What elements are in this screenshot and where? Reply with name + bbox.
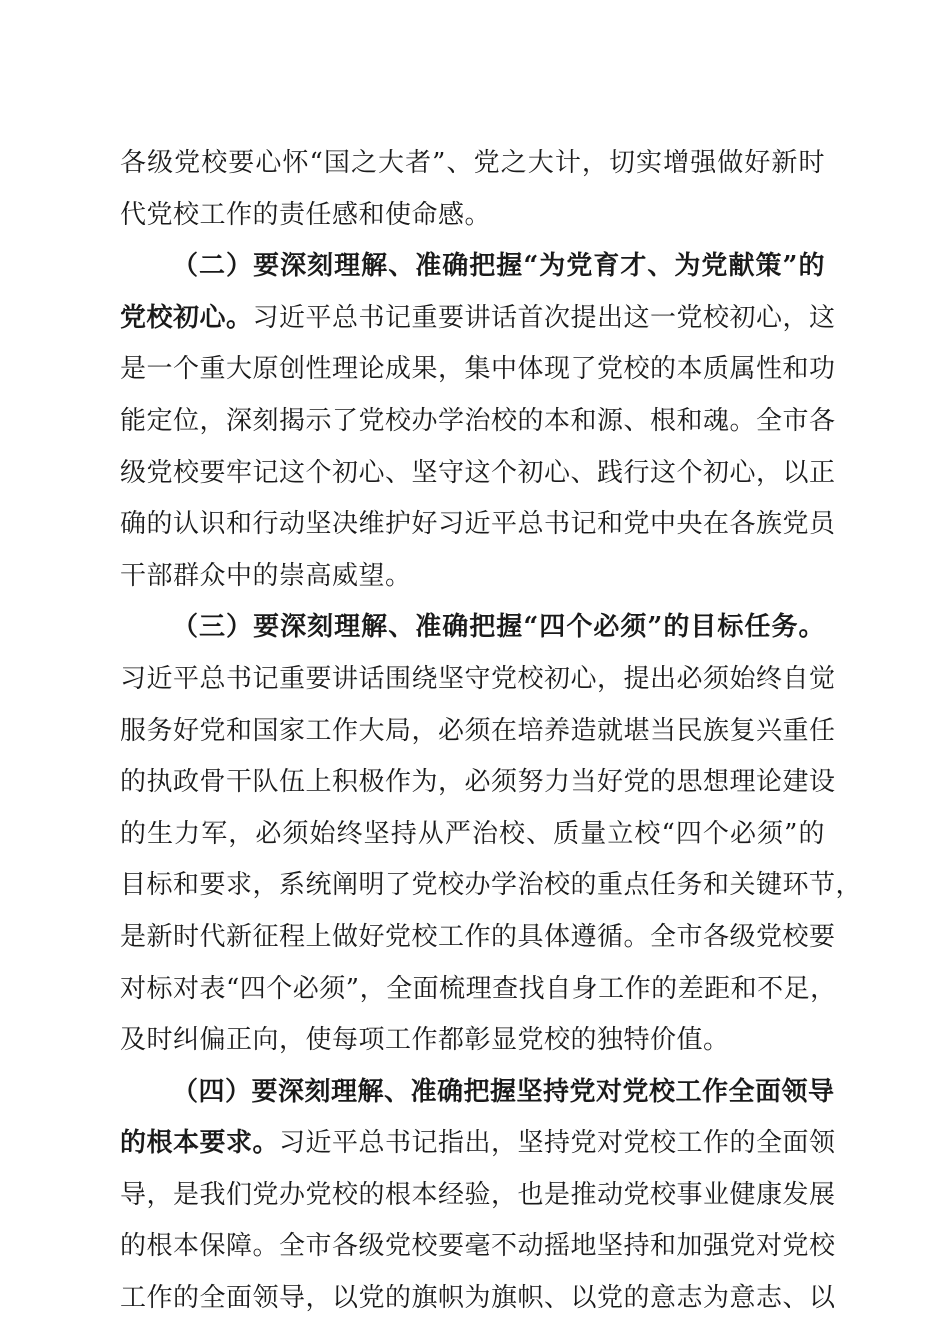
- text-segment: 的生力军，必须始终坚持从严治校、质量立校“四个必须”的: [120, 818, 825, 849]
- text-segment: 工作的全面领导，以党的旗帜为旗帜、以党的意志为意志、以: [120, 1283, 836, 1314]
- text-segment: 习近平总书记重要讲话围绕坚守党校初心，提出必须始终自觉: [120, 663, 836, 694]
- text-line: [120, 499, 836, 551]
- text-line: [120, 964, 837, 1016]
- text-line: [120, 860, 863, 912]
- text-line: [120, 654, 836, 706]
- section-heading-text: （二）要深刻理解、准确把握“为党育才、为党献策”的: [172, 251, 825, 282]
- text-line: [120, 757, 836, 809]
- text-line: [120, 1015, 825, 1067]
- text-line: [120, 1118, 836, 1170]
- section-heading-text: 党校初心。: [120, 302, 253, 333]
- text-segment: 及时纠偏正向，使每项工作都彰显党校的独特价值。: [120, 1025, 730, 1056]
- paragraph-4: [120, 1067, 836, 1325]
- text-line: [120, 809, 825, 861]
- paragraph-3: [120, 602, 863, 1066]
- section-heading-line: [120, 602, 825, 654]
- text-segment: 对标对表“四个必须”，全面梳理查找自身工作的差距和不足，: [120, 973, 837, 1004]
- section-heading-line: [120, 1067, 835, 1119]
- text-segment: 能定位，深刻揭示了党校办学治校的本和源、根和魂。全市各: [120, 405, 836, 436]
- document-page: [120, 138, 863, 1325]
- text-segment: 习近平总书记指出，坚持党对党校工作的全面领: [279, 1128, 836, 1159]
- text-line: [120, 293, 836, 345]
- text-segment: 确的认识和行动坚决维护好习近平总书记和党中央在各族党员: [120, 509, 836, 540]
- text-segment: 导，是我们党办党校的根本经验，也是推动党校事业健康发展: [120, 1179, 836, 1210]
- text-segment: 是新时代新征程上做好党校工作的具体遵循。全市各级党校要: [120, 921, 836, 952]
- text-segment: 服务好党和国家工作大局，必须在培养造就堪当民族复兴重任: [120, 715, 836, 746]
- text-segment: 目标和要求，系统阐明了党校办学治校的重点任务和关键环节，: [120, 870, 863, 901]
- text-segment: 习近平总书记重要讲话首次提出这一党校初心，这: [252, 302, 836, 333]
- section-heading-text: （四）要深刻理解、准确把握坚持党对党校工作全面领导: [172, 1076, 835, 1107]
- text-line: [120, 551, 825, 603]
- section-heading-text: 的根本要求。: [120, 1128, 280, 1159]
- text-segment: 干部群众中的崇高威望。: [120, 560, 412, 591]
- text-line: [120, 396, 836, 448]
- text-segment: 的根本保障。全市各级党校要毫不动摇地坚持和加强党对党校: [120, 1231, 836, 1262]
- text-segment: 的执政骨干队伍上积极作为，必须努力当好党的思想理论建设: [120, 767, 836, 798]
- text-line: [120, 706, 836, 758]
- paragraph-1: [120, 138, 825, 241]
- text-line: [120, 138, 825, 190]
- text-segment: 各级党校要心怀“国之大者”、党之大计，切实增强做好新时: [120, 148, 825, 178]
- text-line: [120, 190, 825, 242]
- text-line: [120, 1170, 836, 1222]
- text-line: [120, 344, 836, 396]
- section-heading-line: [120, 241, 825, 293]
- text-segment: 级党校要牢记这个初心、坚守这个初心、践行这个初心，以正: [120, 457, 836, 488]
- text-line: [120, 1221, 836, 1273]
- text-line: [120, 912, 836, 964]
- text-segment: 是一个重大原创性理论成果，集中体现了党校的本质属性和功: [120, 354, 836, 385]
- text-line: [120, 448, 836, 500]
- paragraph-2: [120, 241, 836, 602]
- text-segment: 代党校工作的责任感和使命感。: [120, 199, 492, 230]
- text-line: [120, 1273, 836, 1325]
- section-heading-text: （三）要深刻理解、准确把握“四个必须”的目标任务。: [172, 612, 825, 643]
